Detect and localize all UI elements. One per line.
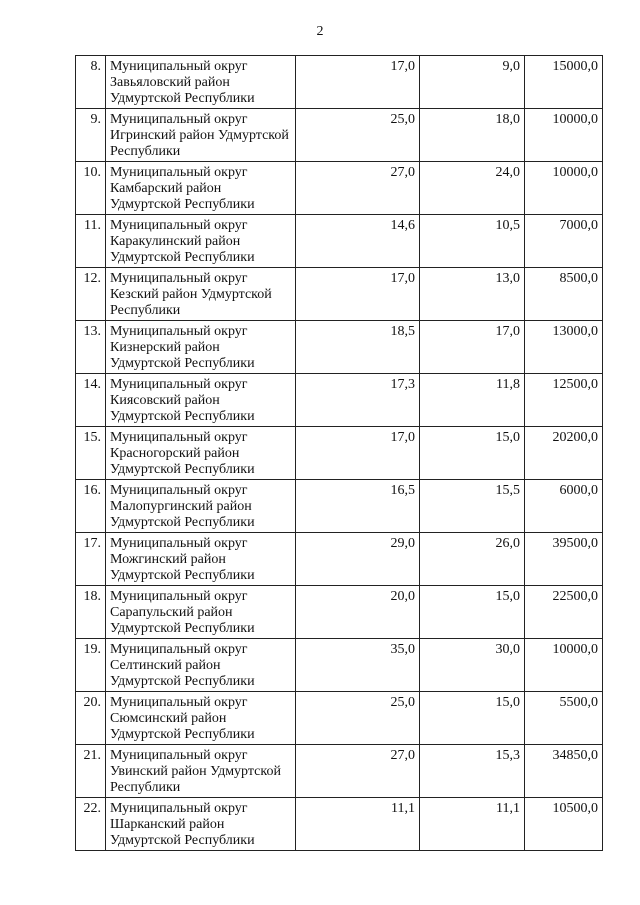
value-3: 8500,0 xyxy=(525,268,603,321)
table-row xyxy=(76,215,603,268)
value-1: 27,0 xyxy=(296,745,420,798)
district-name: Муниципальный округ Камбарский район Удмуртской Республики xyxy=(106,162,296,215)
row-number: 14. xyxy=(76,374,106,427)
page-number: 2 xyxy=(316,24,324,39)
table-row xyxy=(76,480,603,533)
row-number: 11. xyxy=(76,215,106,268)
row-number: 18. xyxy=(76,586,106,639)
row-number: 17. xyxy=(76,533,106,586)
row-number: 13. xyxy=(76,321,106,374)
value-3: 22500,0 xyxy=(525,586,603,639)
district-name: Муниципальный округ Увинский район Удмуртской Республики xyxy=(106,745,296,798)
value-1: 35,0 xyxy=(296,639,420,692)
table-row xyxy=(76,427,603,480)
value-2: 24,0 xyxy=(420,162,525,215)
value-1: 29,0 xyxy=(296,533,420,586)
row-number: 12. xyxy=(76,268,106,321)
district-name: Муниципальный округ Шарканский район Удмуртской Республики xyxy=(106,798,296,851)
value-3: 7000,0 xyxy=(525,215,603,268)
value-3: 10000,0 xyxy=(525,162,603,215)
table-row xyxy=(76,109,603,162)
row-number: 19. xyxy=(76,639,106,692)
district-name: Муниципальный округ Малопургинский район Удмуртской Республики xyxy=(106,480,296,533)
table-row xyxy=(76,745,603,798)
value-2: 11,1 xyxy=(420,798,525,851)
district-name: Муниципальный округ Можгинский район Удмуртской Республики xyxy=(106,533,296,586)
value-2: 15,5 xyxy=(420,480,525,533)
row-number: 10. xyxy=(76,162,106,215)
value-2: 18,0 xyxy=(420,109,525,162)
value-2: 13,0 xyxy=(420,268,525,321)
district-name: Муниципальный округ Завьяловский район Удмуртской Республики xyxy=(106,56,296,109)
value-2: 10,5 xyxy=(420,215,525,268)
table-row xyxy=(76,639,603,692)
table-row xyxy=(76,374,603,427)
value-1: 11,1 xyxy=(296,798,420,851)
value-2: 9,0 xyxy=(420,56,525,109)
district-name: Муниципальный округ Кизнерский район Удмуртской Республики xyxy=(106,321,296,374)
value-1: 14,6 xyxy=(296,215,420,268)
value-3: 10000,0 xyxy=(525,109,603,162)
value-3: 15000,0 xyxy=(525,56,603,109)
value-1: 17,0 xyxy=(296,427,420,480)
value-2: 15,0 xyxy=(420,586,525,639)
value-1: 17,0 xyxy=(296,268,420,321)
value-2: 15,0 xyxy=(420,692,525,745)
table-row xyxy=(76,321,603,374)
row-number: 9. xyxy=(76,109,106,162)
district-name: Муниципальный округ Киясовский район Удмуртской Республики xyxy=(106,374,296,427)
district-name: Муниципальный округ Кезский район Удмуртской Республики xyxy=(106,268,296,321)
table-row xyxy=(76,586,603,639)
value-3: 6000,0 xyxy=(525,480,603,533)
table-row xyxy=(76,56,603,109)
row-number: 15. xyxy=(76,427,106,480)
value-1: 27,0 xyxy=(296,162,420,215)
row-number: 22. xyxy=(76,798,106,851)
value-1: 17,3 xyxy=(296,374,420,427)
value-2: 26,0 xyxy=(420,533,525,586)
value-3: 5500,0 xyxy=(525,692,603,745)
municipal-districts-table xyxy=(75,55,603,851)
table-row xyxy=(76,162,603,215)
row-number: 16. xyxy=(76,480,106,533)
district-name: Муниципальный округ Красногорский район Удмуртской Республики xyxy=(106,427,296,480)
district-name: Муниципальный округ Селтинский район Удмуртской Республики xyxy=(106,639,296,692)
value-2: 15,0 xyxy=(420,427,525,480)
district-name: Муниципальный округ Игринский район Удмуртской Республики xyxy=(106,109,296,162)
row-number: 20. xyxy=(76,692,106,745)
value-1: 25,0 xyxy=(296,109,420,162)
value-1: 25,0 xyxy=(296,692,420,745)
table-row xyxy=(76,268,603,321)
table-row xyxy=(76,692,603,745)
value-3: 10500,0 xyxy=(525,798,603,851)
table-row xyxy=(76,798,603,851)
value-3: 39500,0 xyxy=(525,533,603,586)
row-number: 21. xyxy=(76,745,106,798)
value-3: 12500,0 xyxy=(525,374,603,427)
value-2: 11,8 xyxy=(420,374,525,427)
table-row xyxy=(76,533,603,586)
value-1: 17,0 xyxy=(296,56,420,109)
value-3: 34850,0 xyxy=(525,745,603,798)
value-3: 20200,0 xyxy=(525,427,603,480)
value-1: 16,5 xyxy=(296,480,420,533)
district-name: Муниципальный округ Сарапульский район Удмуртской Республики xyxy=(106,586,296,639)
value-2: 30,0 xyxy=(420,639,525,692)
district-name: Муниципальный округ Сюмсинский район Удмуртской Республики xyxy=(106,692,296,745)
value-2: 17,0 xyxy=(420,321,525,374)
value-2: 15,3 xyxy=(420,745,525,798)
value-3: 10000,0 xyxy=(525,639,603,692)
row-number: 8. xyxy=(76,56,106,109)
value-1: 18,5 xyxy=(296,321,420,374)
value-3: 13000,0 xyxy=(525,321,603,374)
value-1: 20,0 xyxy=(296,586,420,639)
district-name: Муниципальный округ Каракулинский район Удмуртской Республики xyxy=(106,215,296,268)
